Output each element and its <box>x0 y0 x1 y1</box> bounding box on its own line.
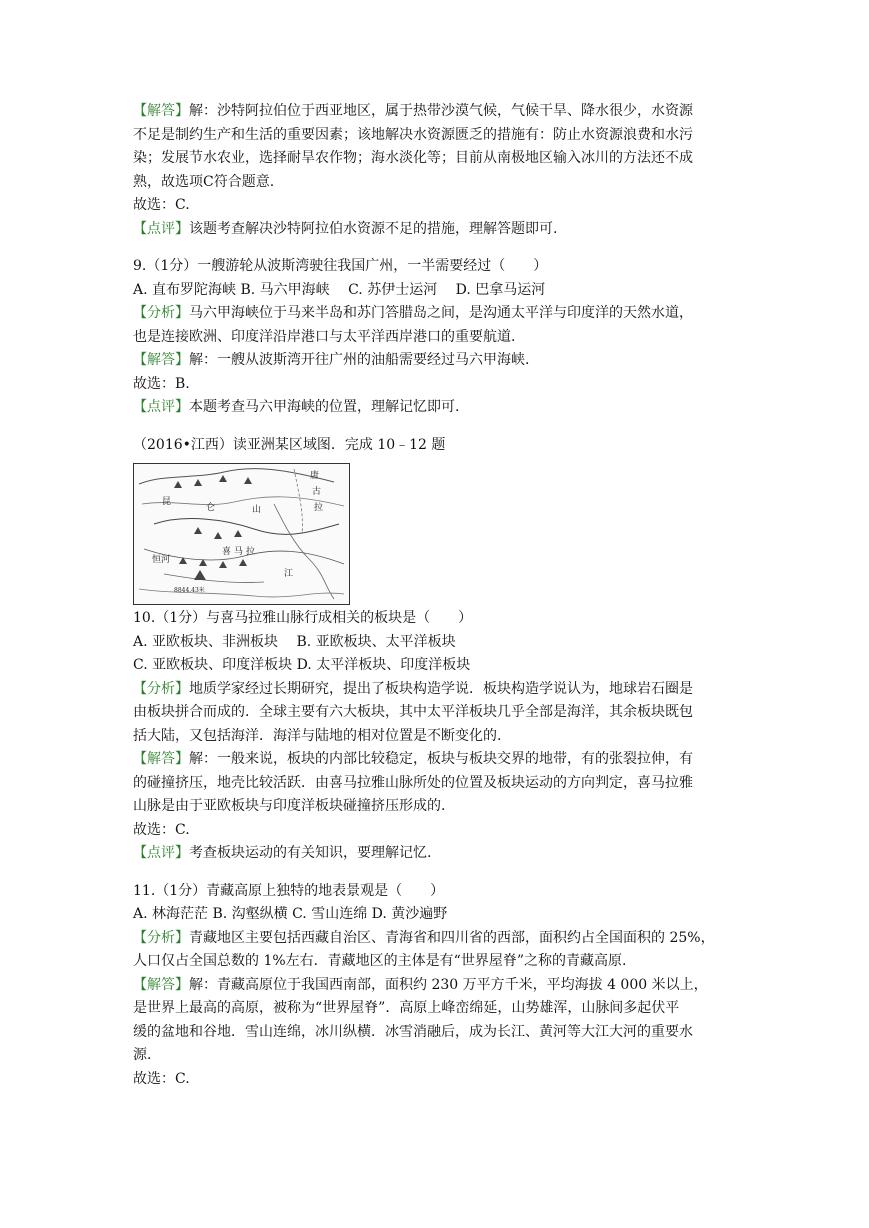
answer-tag: 【解答】 <box>133 103 189 119</box>
analysis-tag: 【分析】 <box>133 929 189 946</box>
q11-analysis-line-2: 人口仅占全国总数的 1%左右．青藏地区的主体是有“世界屋脊”之称的青藏高原. <box>133 953 627 969</box>
q10-options-1: A. 亚欧板块、非洲板块 B. 亚欧板块、太平洋板块 <box>133 633 456 650</box>
q10-choice: 故选：C. <box>133 821 190 838</box>
map-label-himalaya: 喜 <box>222 547 232 557</box>
map-label-tanggula: 拉 <box>314 503 324 513</box>
q11-options: A. 林海茫茫 B. 沟壑纵横 C. 雪山连绵 D. 黄沙遍野 <box>133 906 448 922</box>
answer-tag: 【解答】 <box>133 976 189 993</box>
q11-answer-line-2: 是世界上最高的高原，被称为“世界屋脊”．高原上峰峦绵延，山势雄浑，山脉间多起伏平 <box>133 1000 680 1016</box>
comment-tag: 【点评】 <box>133 845 189 861</box>
map-region-outline <box>154 519 339 535</box>
q11-answer-line-3: 缓的盆地和谷地．雪山连绵，冰川纵横．冰雪消融后，成为长江、黄河等大江大河的重要水 <box>133 1023 693 1040</box>
map-river <box>274 504 334 599</box>
map-label-river: 江 <box>284 569 294 579</box>
answer-tag: 【解答】 <box>133 751 189 767</box>
q8-answer-line-2: 不足是制约生产和生活的重要因素；该地解决水资源匮乏的措施有：防止水资源浪费和水污 <box>133 126 693 143</box>
q10-analysis-line-2: 由板块拼合而成的．全球主要有六大板块，其中太平洋板块几乎全部是海洋，其余板块既包 <box>133 704 693 720</box>
group-intro: （2016•江西）读亚洲某区域图．完成 10﹣12 题 <box>133 436 446 453</box>
q10-answer-line-3: 山脉是由于亚欧板块与印度洋板块碰撞挤压形成的. <box>133 798 446 814</box>
q11-stem: 11.（1分）青藏高原上独特的地表景观是（ ） <box>133 882 445 899</box>
map-coastline <box>139 589 344 597</box>
q11-answer-line-1: 【解答】解：青藏高原位于我国西南部，面积约 230 万平方千米，平均海拔 4 000 米以上， <box>133 976 708 993</box>
q9-choice: 故选：B. <box>133 375 190 392</box>
map-label-kunlun: 昆 <box>162 497 172 507</box>
q8-answer-line-3: 染；发展节水农业，选择耐旱农作物；海水淡化等；目前从南极地区输入冰川的方法还不成 <box>133 150 693 166</box>
q9-answer: 【解答】解：一艘从波斯湾开往广州的油船需要经过马六甲海峡. <box>133 352 530 368</box>
comment-tag: 【点评】 <box>133 220 189 237</box>
map-label-himalaya: 拉 <box>246 547 256 557</box>
q10-answer-line-1: 【解答】解：一般来说，板块的内部比较稳定，板块与板块交界的地带，有的张裂拉伸，有 <box>133 751 693 767</box>
map-boundary-line <box>294 469 302 534</box>
map-label-ganges: 恒河 <box>152 555 171 565</box>
map-label-kunlun: 山 <box>252 505 262 515</box>
q9-analysis-line-2: 也是连接欧洲、印度洋沿岸港口与太平洋西岸港口的重要航道. <box>133 328 516 345</box>
q8-answer-line-4: 熟，故选项C符合题意. <box>133 173 275 190</box>
map-label-kunlun: 仑 <box>206 503 216 513</box>
asia-region-map <box>133 463 350 605</box>
map-boundary-line <box>139 469 334 484</box>
analysis-tag: 【分析】 <box>133 680 189 697</box>
map-river <box>164 574 264 582</box>
map-figure <box>134 464 349 604</box>
document-page <box>133 100 753 1091</box>
mountain-symbols <box>174 475 252 580</box>
q8-choice: 故选：C. <box>133 197 190 213</box>
q11-analysis-line-1: 【分析】青藏地区主要包括西藏自治区、青海省和四川省的西部，面积约占全国面积的 25%， <box>133 929 715 946</box>
q9-stem: 9.（1分）一艘游轮从波斯湾驶往我国广州，一半需要经过（ ） <box>133 258 548 274</box>
q9-comment: 【点评】本题考查马六甲海峡的位置，理解记忆即可. <box>133 399 460 415</box>
q11-answer-line-4: 源. <box>133 1047 152 1063</box>
q10-comment: 【点评】考查板块运动的有关知识，要理解记忆. <box>133 845 432 861</box>
q8-comment: 【点评】该题考查解决沙特阿拉伯水资源不足的措施，理解答题即可. <box>133 220 558 237</box>
map-label-tanggula: 古 <box>312 487 322 497</box>
q8-answer-line-1: 【解答】解：沙特阿拉伯位于西亚地区，属于热带沙漠气候，气候干旱、降水很少，水资源 <box>133 103 693 119</box>
q10-analysis-line-3: 括大陆，又包括海洋．海洋与陆地的相对位置是不断变化的. <box>133 727 502 744</box>
comment-tag: 【点评】 <box>133 399 189 415</box>
q10-stem: 10.（1分）与喜马拉雅山脉行成相关的板块是（ ） <box>133 610 473 626</box>
q10-answer-line-2: 的碰撞挤压，地壳比较活跃．由喜马拉雅山脉所处的位置及板块运动的方向判定，喜马拉雅 <box>133 774 693 791</box>
q9-options: A. 直布罗陀海峡 B. 马六甲海峡 C. 苏伊士运河 D. 巴拿马运河 <box>133 281 546 298</box>
analysis-tag: 【分析】 <box>133 305 189 321</box>
map-label-himalaya: 马 <box>234 547 244 557</box>
q10-options-2: C. 亚欧板块、印度洋板块 D. 太平洋板块、印度洋板块 <box>133 657 471 673</box>
map-label-peak: 8844.43米 <box>174 587 205 594</box>
q9-analysis-line-1: 【分析】马六甲海峡位于马来半岛和苏门答腊岛之间，是沟通太平洋与印度洋的天然水道， <box>133 305 693 321</box>
q11-choice: 故选：C. <box>133 1070 190 1087</box>
map-label-tanggula: 唐 <box>310 471 320 481</box>
q10-analysis-line-1: 【分析】地质学家经过长期研究，提出了板块构造学说．板块构造学说认为，地球岩石圈是 <box>133 680 693 697</box>
answer-tag: 【解答】 <box>133 352 189 368</box>
